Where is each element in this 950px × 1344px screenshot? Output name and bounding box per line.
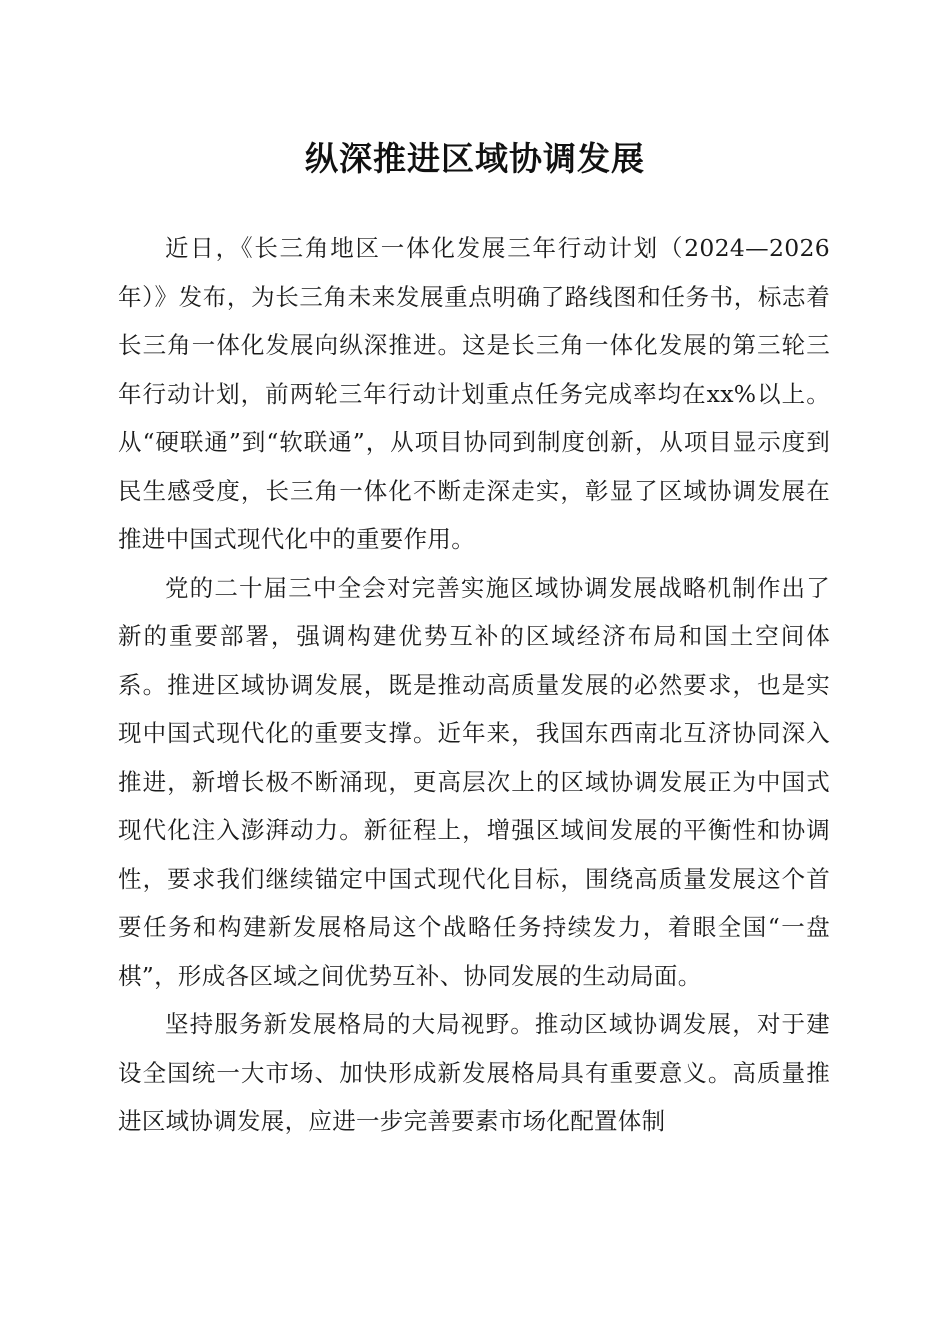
paragraph-1: 近日，《长三角地区一体化发展三年行动计划（2024—2026年）》发布，为长三角未来发展重点明确了路线图和任务书，标志着长三角一体化发展向纵深推进。这是长三角一体化发展的第三轮三年行动计划，前两轮三年行动计划重点任务完成率均在xx%以上。从“硬联通”到“软联通”，从项目协同到制度创新，从项目显示度到民生感受度，长三角一体化不断走深走实，彰显了区域协调发展在推进中国式现代化中的重要作用。	[118, 234, 830, 553]
paragraph-2: 党的二十届三中全会对完善实施区域协调发展战略机制作出了新的重要部署，强调构建优势互补的区域经济布局和国土空间体系。推进区域协调发展，既是推动高质量发展的必然要求，也是实现中国式现代化的重要支撑。近年来，我国东西南北互济协同深入推进，新增长极不断涌现，更高层次上的区域协调发展正为中国式现代化注入澎湃动力。新征程上，增强区域间发展的平衡性和协调性，要求我们继续锚定中国式现代化目标，围绕高质量发展这个首要任务和构建新发展格局这个战略任务持续发力，着眼全国“一盘棋”，形成各区域之间优势互补、协同发展的生动局面。	[118, 573, 830, 990]
document-title: 纵深推进区域协调发展	[305, 139, 645, 178]
paragraph-3: 坚持服务新发展格局的大局视野。推动区域协调发展，对于建设全国统一大市场、加快形成新发展格局具有重要意义。高质量推进区域协调发展，应进一步完善要素市场化配置体制	[118, 1010, 830, 1135]
document-body	[118, 224, 830, 1146]
